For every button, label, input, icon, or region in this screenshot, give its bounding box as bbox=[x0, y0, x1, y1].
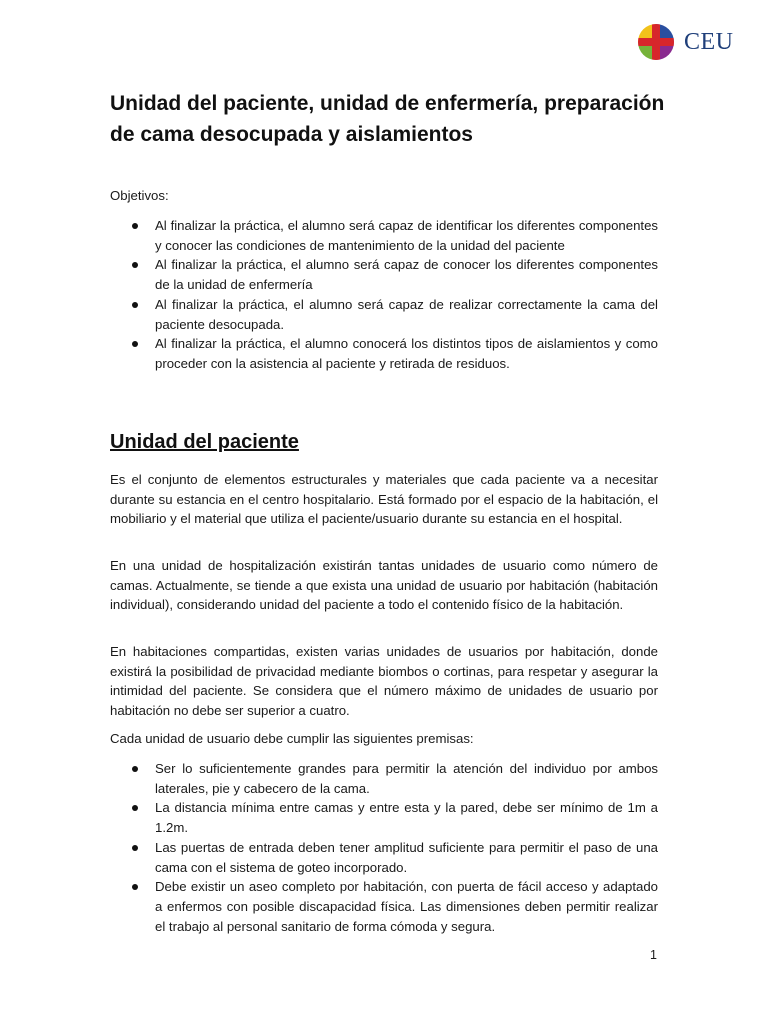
list-item bbox=[0, 295, 658, 334]
list-item bbox=[0, 877, 658, 936]
list-item bbox=[0, 759, 658, 798]
objectives-label: Objetivos: bbox=[110, 188, 169, 203]
bullet-icon bbox=[132, 223, 138, 229]
list-item bbox=[0, 798, 658, 837]
paragraph: Es el conjunto de elementos estructurales y materiales que cada paciente va a necesitar durante su estancia en el centro hospitalario. Está formado por el espacio de la habitación, el mobiliario y el material que utiliza el paciente/usuario durante su estancia en el hospital. bbox=[110, 472, 658, 526]
paragraph: En una unidad de hospitalización existirán tantas unidades de usuario como número de camas. Actualmente, se tiende a que exista una unidad de usuario por habitación (habitación individual), considerando unidad del paciente a todo el contenido físico de la habitación. bbox=[110, 558, 658, 612]
premises-list bbox=[0, 759, 768, 936]
bullet-icon bbox=[132, 845, 138, 851]
premise-text: Ser lo suficientemente grandes para permitir la atención del individuo por ambos laterales, pie y cabecero de la cama. bbox=[155, 761, 658, 796]
premise-text: Debe existir un aseo completo por habitación, con puerta de fácil acceso y adaptado a enfermos con posible discapacidad física. Las dimensiones deben permitir realizar el trabajo al personal sanitario de forma cómoda y segura. bbox=[155, 879, 658, 934]
bullet-icon bbox=[132, 766, 138, 772]
premise-text: Las puertas de entrada deben tener amplitud suficiente para permitir el paso de una cama con el sistema de goteo incorporado. bbox=[155, 839, 658, 875]
bullet-icon bbox=[132, 884, 138, 890]
logo-text: CEU bbox=[684, 28, 734, 55]
bullet-icon bbox=[132, 805, 138, 811]
objective-text: Al finalizar la práctica, el alumno será capaz de identificar los diferentes componentes y conocer las condiciones de mantenimiento de la unidad del paciente bbox=[155, 218, 658, 253]
paragraph: En habitaciones compartidas, existen varias unidades de usuarios por habitación, donde existirá la posibilidad de privacidad mediante biombos o cortinas, para respetar y asegurar la intimidad del paciente. Se considera que el número máximo de unidades de usuario por habitación no debe ser superior a cuatro. bbox=[110, 644, 658, 718]
section-heading: Unidad del paciente bbox=[110, 431, 299, 453]
paragraph: Cada unidad de usuario debe cumplir las siguientes premisas: bbox=[110, 731, 474, 746]
objective-text: Al finalizar la práctica, el alumno conocerá los distintos tipos de aislamientos y como proceder con la asistencia al paciente y retirada de residuos. bbox=[155, 336, 658, 371]
page-number: 1 bbox=[650, 948, 657, 962]
ceu-logo-icon bbox=[637, 23, 675, 61]
objectives-list bbox=[0, 216, 768, 374]
document-title: Unidad del paciente, unidad de enfermería, preparación de cama desocupada y aislamientos bbox=[110, 92, 665, 146]
list-item bbox=[0, 838, 658, 877]
bullet-icon bbox=[132, 262, 138, 268]
list-item bbox=[0, 255, 658, 294]
list-item bbox=[0, 216, 658, 255]
bullet-icon bbox=[132, 341, 138, 347]
list-item bbox=[0, 334, 658, 373]
premise-text: La distancia mínima entre camas y entre esta y la pared, debe ser mínimo de 1m a 1.2m. bbox=[155, 800, 658, 836]
ceu-logo bbox=[637, 22, 742, 62]
bullet-icon bbox=[132, 302, 138, 308]
objective-text: Al finalizar la práctica, el alumno será capaz de realizar correctamente la cama del paciente desocupada. bbox=[155, 296, 658, 332]
objective-text: Al finalizar la práctica, el alumno será capaz de conocer los diferentes componentes de la unidad de enfermería bbox=[155, 257, 658, 293]
